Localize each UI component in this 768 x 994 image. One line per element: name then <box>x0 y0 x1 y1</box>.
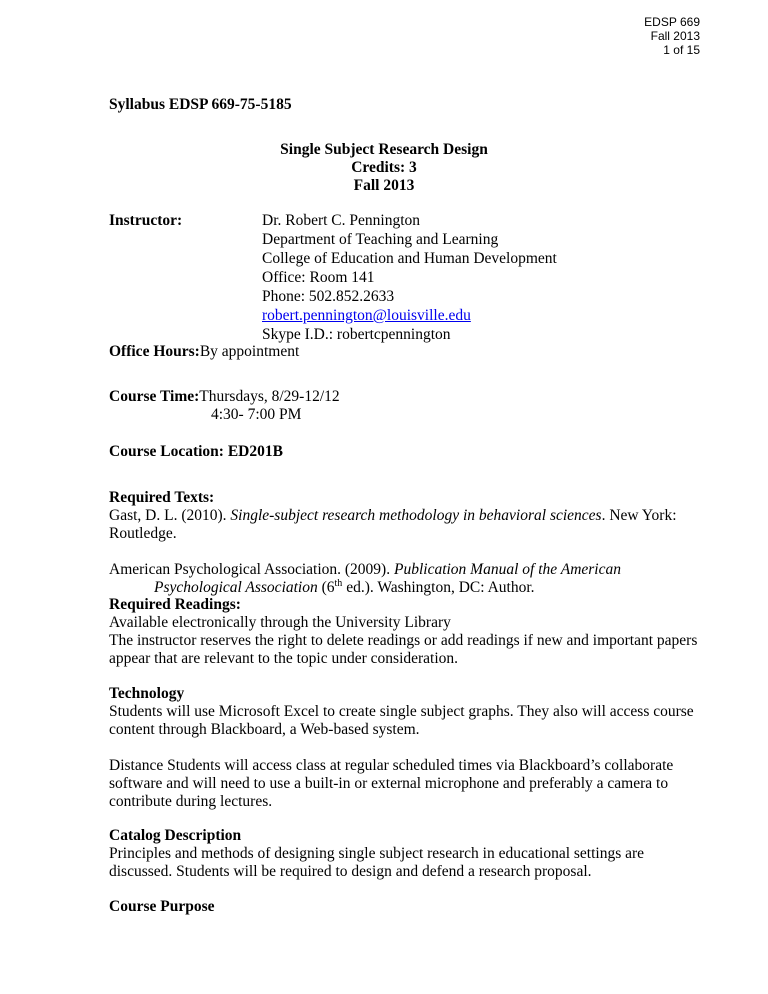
course-time <box>109 388 708 424</box>
course-purpose-heading: Course Purpose <box>109 898 215 915</box>
office-hours <box>109 343 708 361</box>
catalog-heading: Catalog Description <box>109 827 242 844</box>
course-time-days: Thursdays, 8/29-12/12 <box>199 388 340 405</box>
technology-section <box>109 685 708 811</box>
required-texts-heading: Required Texts: <box>109 489 215 506</box>
office-hours-value: By appointment <box>199 343 300 360</box>
header-term: Fall 2013 <box>650 29 700 43</box>
instructor-office: Office: Room 141 <box>262 269 375 286</box>
required-texts-section <box>109 489 708 597</box>
instructor-details <box>262 212 557 345</box>
course-location: Course Location: ED201B <box>109 443 283 460</box>
header-course: EDSP 669 <box>644 15 700 29</box>
instructor-email-link[interactable]: robert.pennington@louisville.edu <box>262 307 471 324</box>
reference-gast: Gast, D. L. (2010). Single-subject research methodology in behavioral sciences. New York: Routledge. <box>109 507 677 542</box>
course-time-label: Course Time: <box>109 388 200 405</box>
required-readings-section <box>109 596 708 668</box>
reference-apa: American Psychological Association. (2009). Publication Manual of the American Psychological Association (6th ed.). Washington, DC: Author. <box>109 561 621 596</box>
course-name: Single Subject Research Design <box>280 141 488 158</box>
header-page-number: 1 of 15 <box>663 43 700 57</box>
instructor-phone: Phone: 502.852.2633 <box>262 288 395 305</box>
required-readings-availability: Available electronically through the University Library <box>109 614 451 631</box>
page-header <box>644 15 700 57</box>
instructor-skype: Skype I.D.: robertcpennington <box>262 326 451 343</box>
catalog-text: Principles and methods of designing single subject research in educational settings are discussed. Students will be required to design and defend a research proposal. <box>109 845 645 880</box>
technology-paragraph-1: Students will use Microsoft Excel to create single subject graphs. They also will access course content through Blackboard, a Web-based system. <box>109 703 694 738</box>
course-time-hours: 4:30- 7:00 PM <box>211 406 302 423</box>
required-readings-note: The instructor reserves the right to delete readings or add readings if new and important papers appear that are relevant to the topic under consideration. <box>109 632 698 667</box>
office-hours-label: Office Hours: <box>109 343 200 360</box>
syllabus-title: Syllabus EDSP 669-75-5185 <box>109 96 292 113</box>
technology-heading: Technology <box>109 685 185 702</box>
required-readings-heading: Required Readings: <box>109 596 241 613</box>
course-term: Fall 2013 <box>353 177 415 194</box>
instructor-college: College of Education and Human Development <box>262 250 557 267</box>
instructor-label: Instructor: <box>109 212 183 229</box>
catalog-section <box>109 827 708 881</box>
technology-paragraph-2: Distance Students will access class at regular scheduled times via Blackboard’s collaborate software and will need to use a built-in or external microphone and preferably a camera to contribute during lectures. <box>109 757 674 810</box>
course-credits: Credits: 3 <box>351 159 417 176</box>
instructor-department: Department of Teaching and Learning <box>262 231 499 248</box>
instructor-name: Dr. Robert C. Pennington <box>262 212 421 229</box>
